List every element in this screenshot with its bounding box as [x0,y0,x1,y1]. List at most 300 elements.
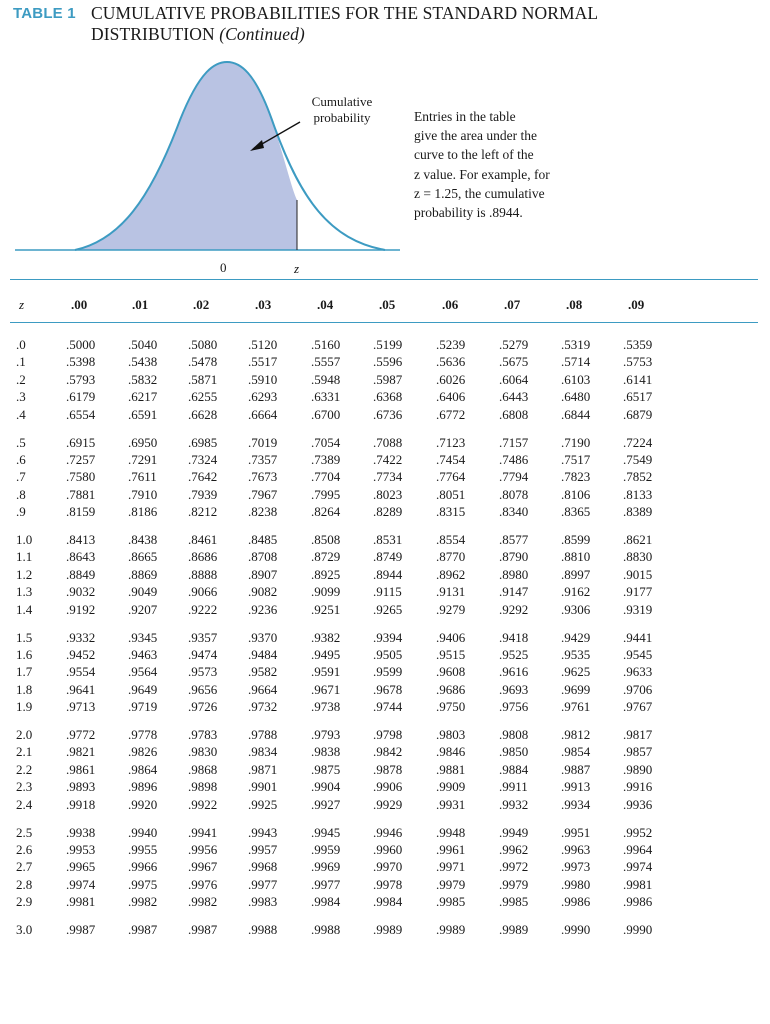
table-row [0,894,770,910]
probability-cell: .8962 [436,566,466,582]
probability-cell: .9207 [128,601,158,617]
probability-cell: .7967 [248,486,278,502]
probability-cell: .9131 [436,584,466,600]
probability-cell: .7939 [188,486,218,502]
probability-cell: .9463 [128,646,158,662]
probability-cell: .6517 [623,389,653,405]
z-column-header: z [19,297,25,312]
probability-cell: .8997 [561,566,591,582]
probability-cell: .9406 [436,629,466,645]
probability-cell: .9719 [128,699,158,715]
probability-cell: .7611 [128,469,157,485]
probability-cell: .9968 [248,859,278,875]
column-header: .02 [193,297,210,312]
probability-cell: .6026 [436,371,466,387]
probability-cell: .9641 [66,681,96,697]
probability-cell: .8133 [623,486,653,502]
probability-cell: .9966 [128,859,158,875]
table-row [0,797,770,813]
z-value-cell: 2.2 [16,761,33,777]
probability-cell: .9732 [248,699,278,715]
probability-cell: .8238 [248,504,278,520]
probability-cell: .8869 [128,566,158,582]
probability-cell: .6879 [623,406,653,422]
probability-cell: .9901 [248,779,278,795]
probability-cell: .5910 [248,371,278,387]
probability-cell: .5793 [66,371,96,387]
probability-cell: .9896 [128,779,158,795]
probability-cell: .8389 [623,504,653,520]
probability-cell: .9418 [499,629,529,645]
probability-cell: .9964 [623,841,653,857]
probability-cell: .8770 [436,549,466,565]
z-value-cell: 1.5 [16,629,33,645]
probability-cell: .9965 [66,859,96,875]
probability-cell: .9871 [248,761,278,777]
table-row [0,532,770,548]
probability-cell: .9983 [248,894,278,910]
probability-cell: .9957 [248,841,278,857]
probability-cell: .5987 [373,371,403,387]
probability-cell: .9988 [248,922,278,937]
probability-cell: .7910 [128,486,158,502]
z-value-cell: 2.1 [16,744,33,760]
probability-cell: .8888 [188,566,218,582]
probability-cell: .8980 [499,566,529,582]
table-row [0,664,770,680]
probability-cell: .9082 [248,584,278,600]
probability-cell: .8849 [66,566,96,582]
z-value-cell: 2.5 [16,824,33,840]
probability-cell: .9989 [436,922,466,937]
probability-cell: .7190 [561,434,591,450]
probability-cell: .6591 [128,406,158,422]
z-value-cell: .5 [16,434,26,450]
z-value-cell: .3 [16,389,26,405]
probability-cell: .5080 [188,337,218,352]
probability-cell: .9943 [248,824,278,840]
probability-cell: .9699 [561,681,591,697]
note-line: probability is .8944. [414,205,523,221]
table-row [0,762,770,778]
probability-cell: .6103 [561,371,591,387]
probability-cell: .9633 [623,664,653,680]
probability-cell: .9452 [66,646,96,662]
probability-cell: .8023 [373,486,403,502]
probability-cell: .8365 [561,504,591,520]
probability-cell: .7157 [499,434,529,450]
probability-cell: .9974 [66,876,96,892]
probability-cell: .9713 [66,699,96,715]
probability-cell: .9251 [311,601,341,617]
column-header: .00 [71,297,88,312]
probability-cell: .9049 [128,584,158,600]
probability-cell: .8531 [373,532,403,547]
probability-cell: .9985 [499,894,529,910]
probability-cell: .7852 [623,469,653,485]
table-row [0,354,770,370]
probability-cell: .9265 [373,601,403,617]
probability-cell: .9279 [436,601,466,617]
probability-cell: .9945 [311,824,341,840]
probability-cell: .9971 [436,859,466,875]
probability-cell: .6406 [436,389,466,405]
probability-cell: .9927 [311,796,341,812]
probability-cell: .9803 [436,727,466,742]
probability-cell: .9961 [436,841,466,857]
probability-cell: .6141 [623,371,653,387]
probability-cell: .8438 [128,532,158,547]
probability-cell: .9951 [561,824,591,840]
probability-cell: .9981 [623,876,653,892]
probability-cell: .9904 [311,779,341,795]
z-value-cell: .7 [16,469,26,485]
probability-cell: .9382 [311,629,341,645]
column-header: .06 [442,297,459,312]
table-row [0,602,770,618]
probability-cell: .8749 [373,549,403,565]
probability-cell: .7357 [248,451,278,467]
z-value-cell: .9 [16,504,26,520]
probability-cell: .9783 [188,727,218,742]
probability-cell: .9911 [499,779,528,795]
table-row [0,469,770,485]
probability-cell: .8340 [499,504,529,520]
probability-cell: .9936 [623,796,653,812]
probability-cell: .9972 [499,859,529,875]
probability-cell: .9441 [623,629,653,645]
table-title [91,3,711,45]
probability-cell: .9573 [188,664,218,680]
probability-cell: .9066 [188,584,218,600]
probability-cell: .9878 [373,761,403,777]
probability-cell: .9960 [373,841,403,857]
probability-cell: .9582 [248,664,278,680]
z-value-cell: .8 [16,486,26,502]
z-value-cell: 1.7 [16,664,33,680]
probability-cell: .6064 [499,371,529,387]
probability-cell: .9192 [66,601,96,617]
table-row [0,584,770,600]
probability-cell: .9974 [623,859,653,875]
probability-cell: .9099 [311,584,341,600]
probability-cell: .9726 [188,699,218,715]
probability-cell: .9756 [499,699,529,715]
probability-cell: .9884 [499,761,529,777]
probability-cell: .9821 [66,744,96,760]
probability-cell: .9941 [188,824,218,840]
column-header: .07 [504,297,521,312]
table-row [0,549,770,565]
probability-cell: .9913 [561,779,591,795]
probability-cell: .7422 [373,451,403,467]
table-row [0,859,770,875]
probability-cell: .9920 [128,796,158,812]
probability-cell: .5279 [499,337,529,352]
probability-cell: .9949 [499,824,529,840]
probability-cell: .8508 [311,532,341,547]
probability-cell: .8925 [311,566,341,582]
table-row [0,727,770,743]
probability-cell: .9664 [248,681,278,697]
probability-cell: .5948 [311,371,341,387]
probability-cell: .9292 [499,601,529,617]
column-header: .01 [132,297,149,312]
probability-cell: .9394 [373,629,403,645]
probability-cell: .9989 [499,922,529,937]
probability-cell: .9793 [311,727,341,742]
probability-cell: .5478 [188,354,218,370]
probability-cell: .9744 [373,699,403,715]
z-value-cell: 1.9 [16,699,33,715]
probability-cell: .7549 [623,451,653,467]
table-row [0,337,770,353]
probability-cell: .9767 [623,699,653,715]
probability-cell: .9535 [561,646,591,662]
probability-cell: .9706 [623,681,653,697]
probability-cell: .9484 [248,646,278,662]
z-value-cell: 1.3 [16,584,33,600]
note-line: give the area under the [414,128,537,144]
probability-cell: .5714 [561,354,591,370]
z-value-cell: .6 [16,451,26,467]
probability-cell: .8051 [436,486,466,502]
probability-cell: .9236 [248,601,278,617]
table-row [0,877,770,893]
z-value-cell: .2 [16,371,26,387]
probability-cell: .8106 [561,486,591,502]
probability-cell: .8643 [66,549,96,565]
probability-cell: .9976 [188,876,218,892]
probability-cell: .9963 [561,841,591,857]
z-value-cell: 1.0 [16,532,33,547]
probability-cell: .7704 [311,469,341,485]
title-continued: (Continued) [219,24,305,44]
header-rule [10,322,758,323]
probability-cell: .8413 [66,532,96,547]
probability-cell: .5636 [436,354,466,370]
probability-cell: .8729 [311,549,341,565]
probability-cell: .8315 [436,504,466,520]
title-line-1: CUMULATIVE PROBABILITIES FOR THE STANDARD NORMAL [91,3,599,23]
probability-cell: .5359 [623,337,653,352]
probability-cell: .7995 [311,486,341,502]
z-value-cell: 1.6 [16,646,33,662]
probability-cell: .9032 [66,584,96,600]
probability-cell: .7123 [436,434,466,450]
probability-cell: .9890 [623,761,653,777]
probability-cell: .5398 [66,354,96,370]
probability-cell: .7794 [499,469,529,485]
probability-cell: .9982 [188,894,218,910]
probability-cell: .9946 [373,824,403,840]
cumulative-probability-label [303,94,381,126]
probability-cell: .9778 [128,727,158,742]
probability-cell: .9881 [436,761,466,777]
probability-cell: .5832 [128,371,158,387]
probability-cell: .8665 [128,549,158,565]
probability-cell: .9980 [561,876,591,892]
probability-cell: .7881 [66,486,96,502]
table-row [0,682,770,698]
probability-cell: .5675 [499,354,529,370]
probability-cell: .8186 [128,504,158,520]
probability-cell: .9986 [561,894,591,910]
probability-cell: .7580 [66,469,96,485]
probability-cell: .7764 [436,469,466,485]
probability-cell: .9978 [373,876,403,892]
z-value-cell: 2.3 [16,779,33,795]
probability-cell: .5517 [248,354,278,370]
probability-cell: .9850 [499,744,529,760]
note-line: z value. For example, for [414,166,550,182]
probability-cell: .5753 [623,354,653,370]
probability-cell: .7823 [561,469,591,485]
probability-cell: .9918 [66,796,96,812]
probability-cell: .9868 [188,761,218,777]
probability-cell: .9990 [561,922,591,937]
z-axis-label: z [294,261,300,276]
normal-curve-figure [0,50,400,260]
probability-cell: .6293 [248,389,278,405]
probability-cell: .9984 [373,894,403,910]
probability-cell: .8907 [248,566,278,582]
probability-cell: .9554 [66,664,96,680]
probability-cell: .9817 [623,727,653,742]
table-row [0,647,770,663]
probability-cell: .7517 [561,451,591,467]
column-header: .08 [566,297,583,312]
z-value-cell: .4 [16,406,26,422]
probability-cell: .9989 [373,922,403,937]
table-top-rule [10,279,758,280]
probability-cell: .9986 [623,894,653,910]
probability-cell: .9988 [311,922,341,937]
table-row [0,504,770,520]
probability-cell: .9599 [373,664,403,680]
probability-cell: .9932 [499,796,529,812]
probability-cell: .9015 [623,566,653,582]
z-value-cell: 2.4 [16,796,33,812]
table-row [0,435,770,451]
probability-cell: .9984 [311,894,341,910]
probability-cell: .6554 [66,406,96,422]
table-row [0,487,770,503]
probability-cell: .9525 [499,646,529,662]
probability-cell: .8621 [623,532,653,547]
probability-cell: .9990 [623,922,653,937]
probability-cell: .9332 [66,629,96,645]
table-row [0,567,770,583]
probability-cell: .9761 [561,699,591,715]
probability-cell: .9357 [188,629,218,645]
probability-cell: .8554 [436,532,466,547]
probability-cell: .9977 [311,876,341,892]
probability-cell: .5239 [436,337,466,352]
z-value-cell: .0 [16,337,26,352]
probability-cell: .9686 [436,681,466,697]
probability-cell: .5199 [373,337,403,352]
probability-cell: .5596 [373,354,403,370]
probability-cell: .9922 [188,796,218,812]
z-value-cell: 2.7 [16,859,33,875]
probability-cell: .9738 [311,699,341,715]
table-row [0,699,770,715]
probability-cell: .7389 [311,451,341,467]
probability-cell: .9940 [128,824,158,840]
probability-cell: .9834 [248,744,278,760]
probability-cell: .9864 [128,761,158,777]
probability-cell: .8264 [311,504,341,520]
probability-cell: .9306 [561,601,591,617]
probability-cell: .9854 [561,744,591,760]
probability-cell: .7224 [623,434,653,450]
probability-cell: .7291 [128,451,158,467]
probability-cell: .9979 [436,876,466,892]
probability-cell: .9177 [623,584,653,600]
probability-cell: .8485 [248,532,278,547]
table-row [0,744,770,760]
probability-cell: .9798 [373,727,403,742]
probability-cell: .8944 [373,566,403,582]
probability-cell: .9982 [128,894,158,910]
table-row [0,452,770,468]
title-line-2: DISTRIBUTION [91,24,215,44]
probability-cell: .5040 [128,337,158,352]
probability-cell: .6664 [248,406,278,422]
probability-cell: .9959 [311,841,341,857]
probability-cell: .9788 [248,727,278,742]
probability-cell: .7088 [373,434,403,450]
probability-cell: .9979 [499,876,529,892]
probability-cell: .5438 [128,354,158,370]
z-value-cell: 2.0 [16,727,33,742]
probability-cell: .8708 [248,549,278,565]
probability-cell: .7324 [188,451,218,467]
probability-cell: .9429 [561,629,591,645]
probability-cell: .8461 [188,532,218,547]
probability-cell: .9861 [66,761,96,777]
probability-cell: .9808 [499,727,529,742]
probability-cell: .6331 [311,389,341,405]
probability-cell: .5557 [311,354,341,370]
z-value-cell: 2.9 [16,894,33,910]
note-line: Entries in the table [414,109,516,124]
probability-cell: .7054 [311,434,341,450]
probability-cell: .9591 [311,664,341,680]
probability-cell: .6808 [499,406,529,422]
probability-cell: .9162 [561,584,591,600]
z-value-cell: 1.1 [16,549,33,565]
table-row [0,372,770,388]
probability-cell: .5120 [248,337,278,352]
probability-cell: .9975 [128,876,158,892]
probability-cell: .8790 [499,549,529,565]
column-header: .09 [628,297,645,312]
probability-cell: .9671 [311,681,341,697]
probability-cell: .9812 [561,727,591,742]
probability-cell: .9838 [311,744,341,760]
probability-cell: .9564 [128,664,158,680]
probability-cell: .9750 [436,699,466,715]
cumulative-area-shading [75,62,297,250]
probability-cell: .9969 [311,859,341,875]
probability-cell: .9875 [311,761,341,777]
z-value-cell: 1.8 [16,681,33,697]
table-row [0,842,770,858]
cumulative-label-line1: Cumulative [311,94,373,109]
probability-cell: .8212 [188,504,218,520]
